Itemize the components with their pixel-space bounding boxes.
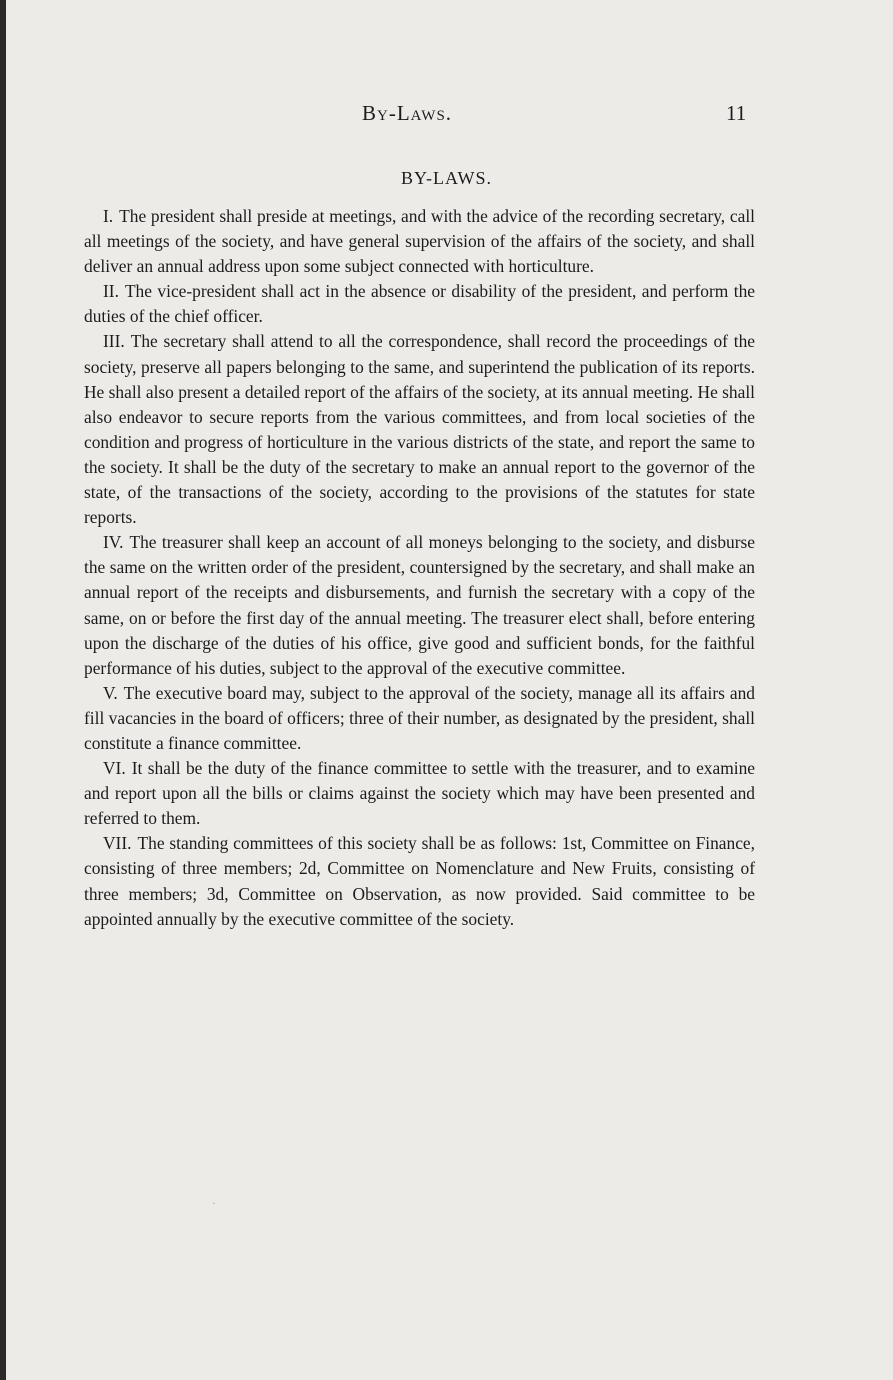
article-number: III. [103,331,125,352]
article-number: I. [103,206,114,226]
article-5 [84,681,755,756]
article-2 [84,279,755,329]
article-4 [84,530,755,681]
page-number: 11 [726,101,747,125]
print-speck: · [212,1198,216,1210]
page-binding-edge [0,0,6,1380]
article-text: The treasurer shall keep an account of all moneys belonging to the society, and disburse the same on the written order of the president, countersigned by the secretary, and shall make an annual report of the receipts and disbursements, and furnish the secretary with a copy of the same, on or before the first day of the annual meeting. The treasurer elect shall, before entering upon the discharge of the duties of his office, give good and sufficient bonds, for the faithful performance of his duties, subject to the approval of the executive committee. [84,532,755,678]
article-number: V. [103,682,118,703]
bylaws-body [84,204,755,932]
article-text: The executive board may, subject to the approval of the society, manage all its affairs and fill vacancies in the board of officers; three of their number, as designated by the president, shall constitute a finance committee. [84,682,755,753]
article-text: The president shall preside at meetings, and with the advice of the recording secretary, call all meetings of the society, and have general supervision of the affairs of the society, and shall deliver an annual address upon some subject connected with horticulture. [84,206,755,277]
article-text: The standing committees of this society shall be as follows: 1st, Committee on Finance, consisting of three members; 2d, Committee on Nomenclature and New Fruits, consisting of three members; 3d, Committee on Observation, as now provided. Said committee to be appointed annually by the executive committee of the society. [84,833,755,929]
section-heading: BY-LAWS. [400,168,493,188]
article-3 [84,329,755,530]
article-text: It shall be the duty of the finance committee to settle with the treasurer, and to examine and report upon all the bills or claims against the society which may have been presented and referred to them. [84,758,755,829]
article-text: The vice-president shall act in the absence or disability of the president, and perform the duties of the chief officer. [84,281,755,327]
article-number: VI. [103,758,126,779]
article-text: The secretary shall attend to all the correspondence, shall record the proceedings of the society, preserve all papers belonging to the same, and superintend the publication of its reports. He shall also present a detailed report of the affairs of the society, at its annual meeting. He shall also endeavor to secure reports from the various committees, and from local societies of the condition and progress of horticulture in the various districts of the state, and report the same to the society. It shall be the duty of the secretary to make an annual report to the governor of the state, of the transactions of the society, according to the provisions of the statutes for state reports. [84,331,755,528]
article-1 [84,204,755,279]
article-number: IV. [103,532,124,553]
running-head [0,101,893,131]
article-7 [84,831,755,931]
running-title: By-Laws. [362,101,453,125]
article-6 [84,756,755,831]
article-number: VII. [103,833,132,854]
article-number: II. [103,281,119,302]
